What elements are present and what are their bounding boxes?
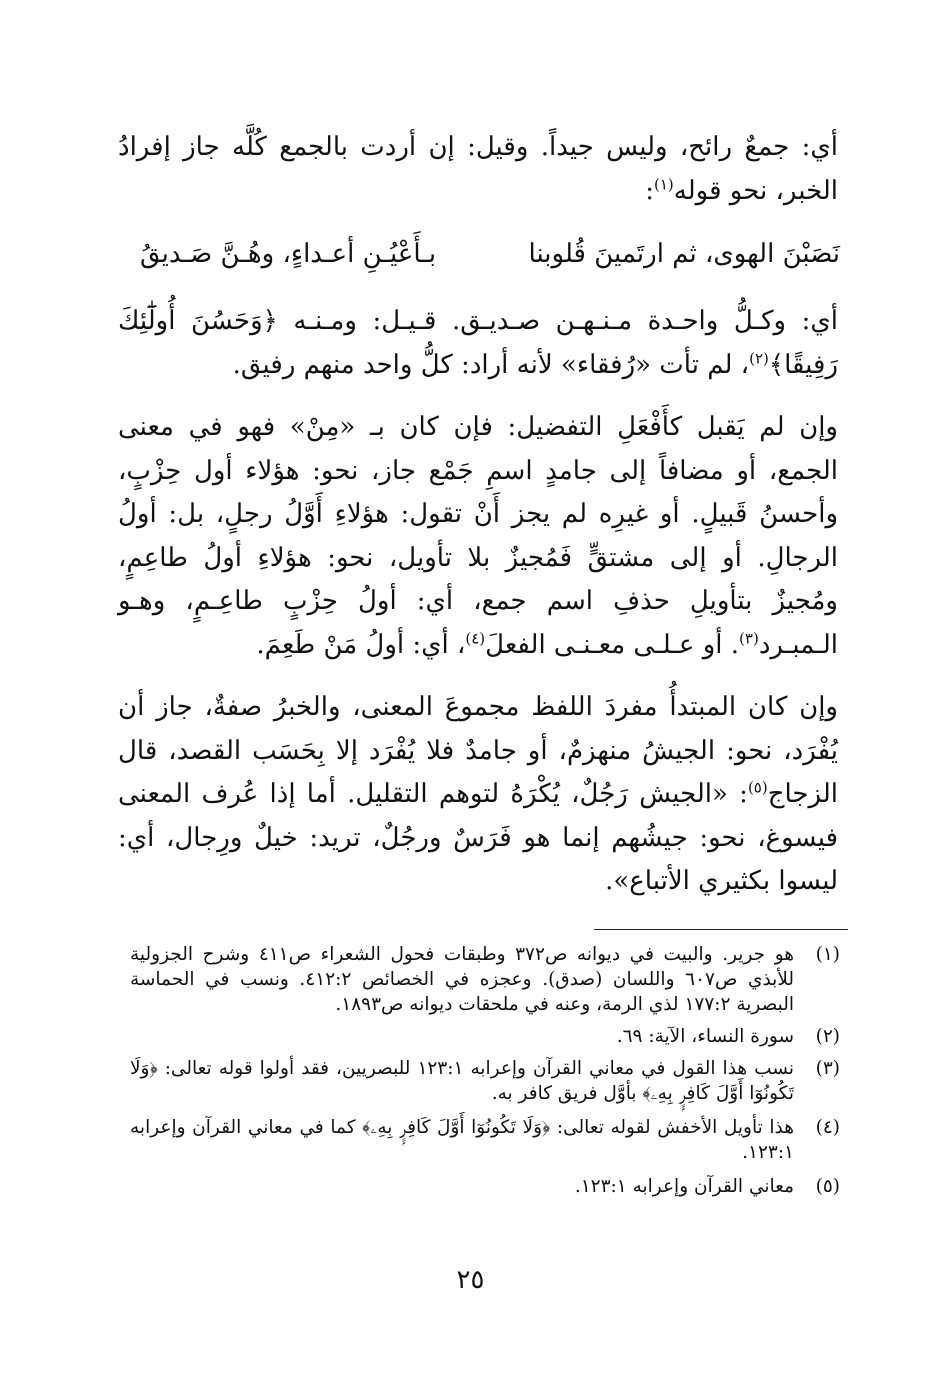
footnote-ref-3[interactable]: (٣) xyxy=(739,628,759,647)
footnote-number: (٤) xyxy=(815,1117,840,1138)
paragraph-1-end: : xyxy=(645,175,654,206)
footnote-ref-1[interactable]: (١) xyxy=(654,174,674,193)
paragraph-4-text-c: ، أي: أولُ مَنْ طَعِمَ. xyxy=(256,629,466,660)
footnote-text: سورة النساء، الآية: ٦٩. xyxy=(616,1026,794,1047)
paragraph-5 xyxy=(118,686,838,904)
footnote-number: (١) xyxy=(815,944,840,965)
footnote-divider xyxy=(594,929,848,930)
footnote-text: هذا تأويل الأخفش لقوله تعالى: ﴿وَلَا تَكُونُوٓا أَوَّلَ كَافِرٍۭ بِهِۦ﴾ كما في معاني القرآن وإعرابه ١٢٣:١. xyxy=(130,1117,794,1163)
verse-hemistich-2: بـأَعْيُـنِ أعـداءٍ، وهُـنَّ صَـديقُ xyxy=(140,239,437,269)
paragraph-5-text-a: وإن كان المبتدأُ مفردَ اللفظ مجموعَ المعنى، والخبرُ صفةٌ، جاز أن يُفْرَد، نحو: الجيشُ منهزمٌ، أو جامدٌ فلا يُفْرَد إلا بِحَسَب القصد، قال الزجاج xyxy=(118,692,838,809)
page-number: ٢٥ xyxy=(456,1265,485,1295)
paragraph-4 xyxy=(118,406,838,667)
paragraph-3-end: ، لم تأت «رُفقاء» لأنه أراد: كلُّ واحد منهم رفيق. xyxy=(232,349,750,380)
footnote-text: نسب هذا القول في معاني القرآن وإعرابه ١٢٣:١ للبصريين، فقد أولوا قوله تعالى: ﴿وَلَا تَكُونُوٓا أَوَّلَ كَافِرٍۭ بِهِۦ﴾ بأوَّل فريق كافر به. xyxy=(130,1058,794,1104)
footnote-ref-2[interactable]: (٢) xyxy=(749,348,769,367)
verse-hemistich-1: نَصَبْنَ الهوى، ثم ارتَمينَ قُلوبنا xyxy=(528,239,840,269)
paragraph-3 xyxy=(118,300,838,387)
paragraph-3-text: أي: وكـلُّ واحـدة مـنـهـن صـديـق. قـيـل: ومـنـه ﴿وَحَسُنَ أُولَٰٓئِكَ رَفِيقًا﴾ xyxy=(118,306,838,380)
paragraph-1-text: أي: جمعٌ رائح، وليس جيداً. وقيل: إن أردت بالجمع كُلَّه جاز إفرادُ الخبر، نحو قوله xyxy=(118,132,838,206)
poetry-verse xyxy=(140,232,840,276)
paragraph-1 xyxy=(118,126,838,213)
footnote-ref-4[interactable]: (٤) xyxy=(465,628,486,647)
footnote-item xyxy=(130,1115,840,1165)
footnote-number: (٢) xyxy=(815,1026,840,1047)
footnote-ref-5[interactable]: (٥) xyxy=(747,778,768,797)
footnote-text: هو جرير. والبيت في ديوانه ص٣٧٢ وطبقات فحول الشعراء ص٤١١ وشرح الجزولية للأبذي ص٦٠٧ واللسان (صدق). وعجزه في الخصائص ٤١٢:٢. ونسب في الحماسة البصرية ١٧٧:٢ لذي الرمة، وعنه في ملحقات ديوانه ص١٨٩٣. xyxy=(130,944,795,1015)
paragraph-4-text-b: . أو عـلـى معـنـى الفعلَ xyxy=(485,629,740,660)
footnote-item xyxy=(130,1056,840,1106)
footnote-item xyxy=(130,1174,840,1199)
footnote-number: (٥) xyxy=(815,1176,840,1197)
paragraph-4-text-a: وإن لم يَقبل كأَفْعَلِ التفضيل: فإن كان بـ «مِنْ» فهو في معنى الجمع، أو مضافاً إلى جامدٍ اسمِ جَمْع جاز، نحو: هؤلاء أول حِزْبٍ، وأحسنُ قَبيلٍ. أو غيرِه لم يجز أَنْ تقول: هؤلاءِ أَوَّلُ رجلٍ، بل: أولُ الرجالِ. أو إلى مشتقٍّ فَمُجيزٌ بلا تأويل، نحو: هؤلاءِ أولُ طاعِمٍ، ومُجيزٌ بتأويلِ حذفِ اسم جمع، أي: أولُ حِزْبٍ طاعِـمٍ، وهـو الـمبـرد xyxy=(118,412,838,660)
footnote-number: (٣) xyxy=(815,1058,840,1079)
footnote-item xyxy=(130,1024,840,1049)
footnote-text: معاني القرآن وإعرابه ١٢٣:١. xyxy=(574,1176,794,1197)
footnote-item xyxy=(130,942,840,1017)
paragraph-5-text-b: : «الجيش رَجُلٌ، يُكْرَهُ لتوهم التقليل. أما إذا عُرف المعنى فيسوغ، نحو: جيشُهم إنما هو فَرَسٌ ورجُلٌ، تريد: خيلٌ ورِجال، أي: ليسوا بكثيري الأتباع». xyxy=(118,779,838,896)
footnotes-section xyxy=(130,942,840,1199)
